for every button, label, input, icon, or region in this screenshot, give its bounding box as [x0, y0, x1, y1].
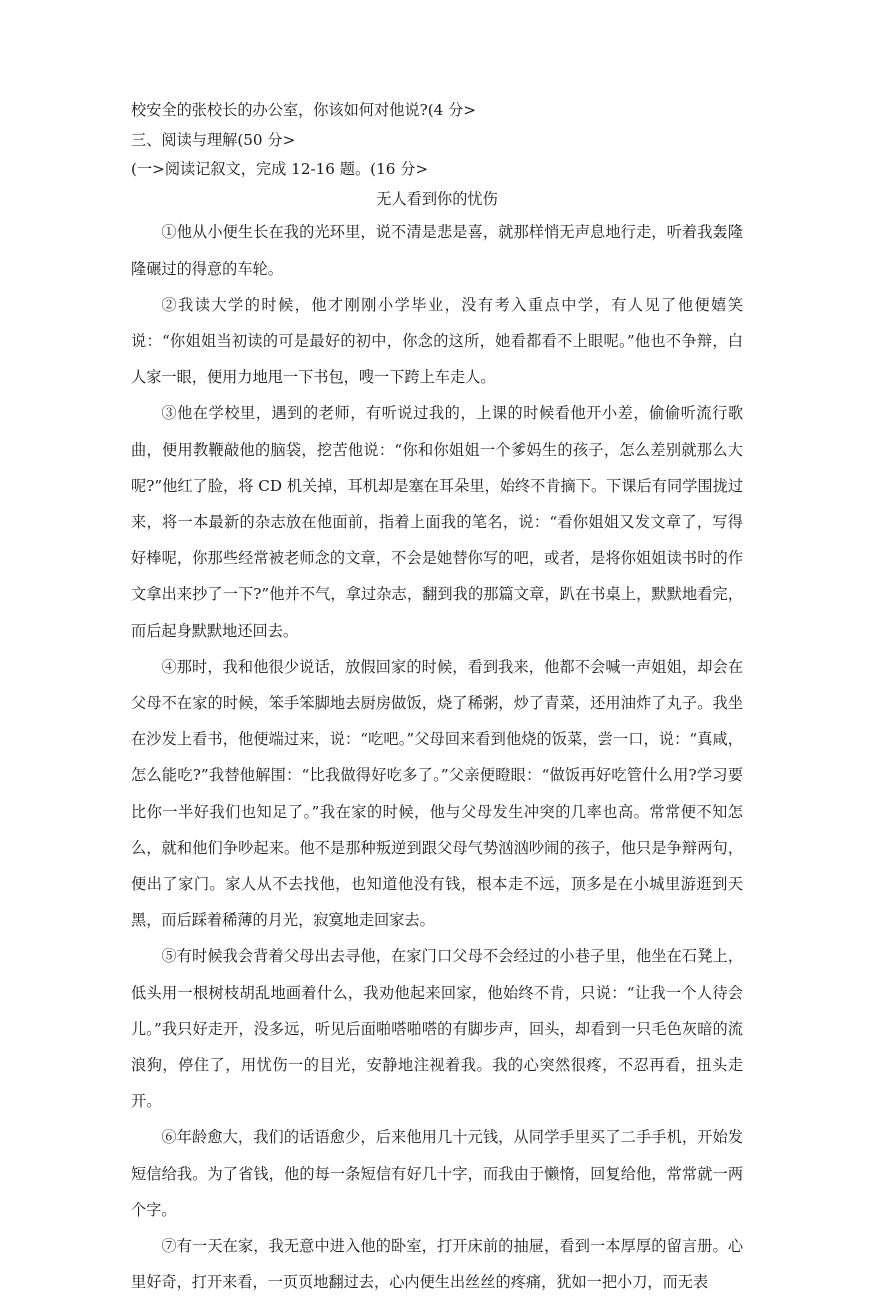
question-continuation: 校安全的张校长的办公室，你该如何对他说?(4 分>	[131, 101, 477, 119]
section-heading: 三、阅读与理解(50 分>	[131, 130, 296, 149]
article-paragraph-7: ⑦有一天在家，我无意中进入他的卧室，打开床前的抽屉，看到一本厚厚的留言册。心里好奇，打开来看，一页页地翻过去，心内便生出丝丝的疼痛，犹如一把小刀，而无表	[131, 1237, 743, 1292]
article-paragraph-5: ⑤有时候我会背着父母出去寻他，在家门口父母不会经过的小巷子里，他坐在石凳上，低头用一根树枝胡乱地画着什么，我劝他起来回家，他始终不肯，只说：“让我一个人待会儿。”我只好走开，没多远，听见后面啪嗒啪嗒的有脚步声，回头，却看到一只毛色灰暗的流浪狗，停住了，用忧伤一的目光，安静地注视着我。我的心突然很疼，不忍再看，扭头走开。	[131, 947, 743, 1111]
document-page	[131, 96, 743, 1300]
article-paragraph-4: ④那时，我和他很少说话，放假回家的时候，看到我来，他都不会喊一声姐姐，却会在父母不在家的时候，笨手笨脚地去厨房做饭，烧了稀粥，炒了青菜，还用油炸了丸子。我坐在沙发上看书，他便端过来，说：“吃吧。”父母回来看到他烧的饭菜，尝一口，说：“真咸，怎么能吃?”我替他解围：“比我做得好吃多了。”父亲便瞪眼：“做饭再好吃管什么用?学习要比你一半好我们也知足了。”我在家的时候，他与父母发生冲突的几率也高。常常便不知怎么，就和他们争吵起来。他不是那种叛逆到跟父母气势汹汹吵闹的孩子，他只是争辩两句，便出了家门。家人从不去找他，也知道他没有钱，根本走不远，顶多是在小城里游逛到天黑，而后踩着稀薄的月光，寂寞地走回家去。	[131, 657, 743, 930]
article-paragraph-2: ②我读大学的时候，他才刚刚小学毕业，没有考入重点中学，有人见了他便嬉笑说：“你姐姐当初读的可是最好的初中，你念的这所，她看都看不上眼呢。”他也不争辩，白人家一眼，便用力地甩一下书包，嗖一下跨上车走人。	[131, 295, 743, 387]
article-paragraph-1: ①他从小便生长在我的光环里，说不清是悲是喜，就那样悄无声息地行走，听着我轰隆隆碾过的得意的车轮。	[131, 223, 743, 278]
subsection-heading: (一>阅读记叙文，完成 12-16 题。(16 分>	[131, 160, 429, 179]
article-paragraph-3: ③他在学校里，遇到的老师，有听说过我的，上课的时候看他开小差，偷偷听流行歌曲，便用教鞭敲他的脑袋，挖苦他说：“你和你姐姐一个爹妈生的孩子，怎么差别就那么大呢?”他红了脸，将 CD 机关掉，耳机却是塞在耳朵里，始终不肯摘下。下课后有同学围拢过来，将一本最新的杂志放在他面前，指着上面我的笔名，说：“看你姐姐又发文章了，写得好棒呢，你那些经常被老师念的文章，不会是她替你写的吧，或者，是将你姐姐读书时的作文拿出来抄了一下?”他并不气，拿过杂志，翻到我的那篇文章，趴在书桌上，默默地看完，而后起身默默地还回去。	[131, 404, 743, 640]
article-paragraph-6: ⑥年龄愈大，我们的话语愈少，后来他用几十元钱，从同学手里买了二手手机，开始发短信给我。为了省钱，他的每一条短信有好几十字，而我由于懒惰，回复给他，常常就一两个字。	[131, 1128, 743, 1219]
article-title: 无人看到你的忧伤	[376, 189, 498, 208]
